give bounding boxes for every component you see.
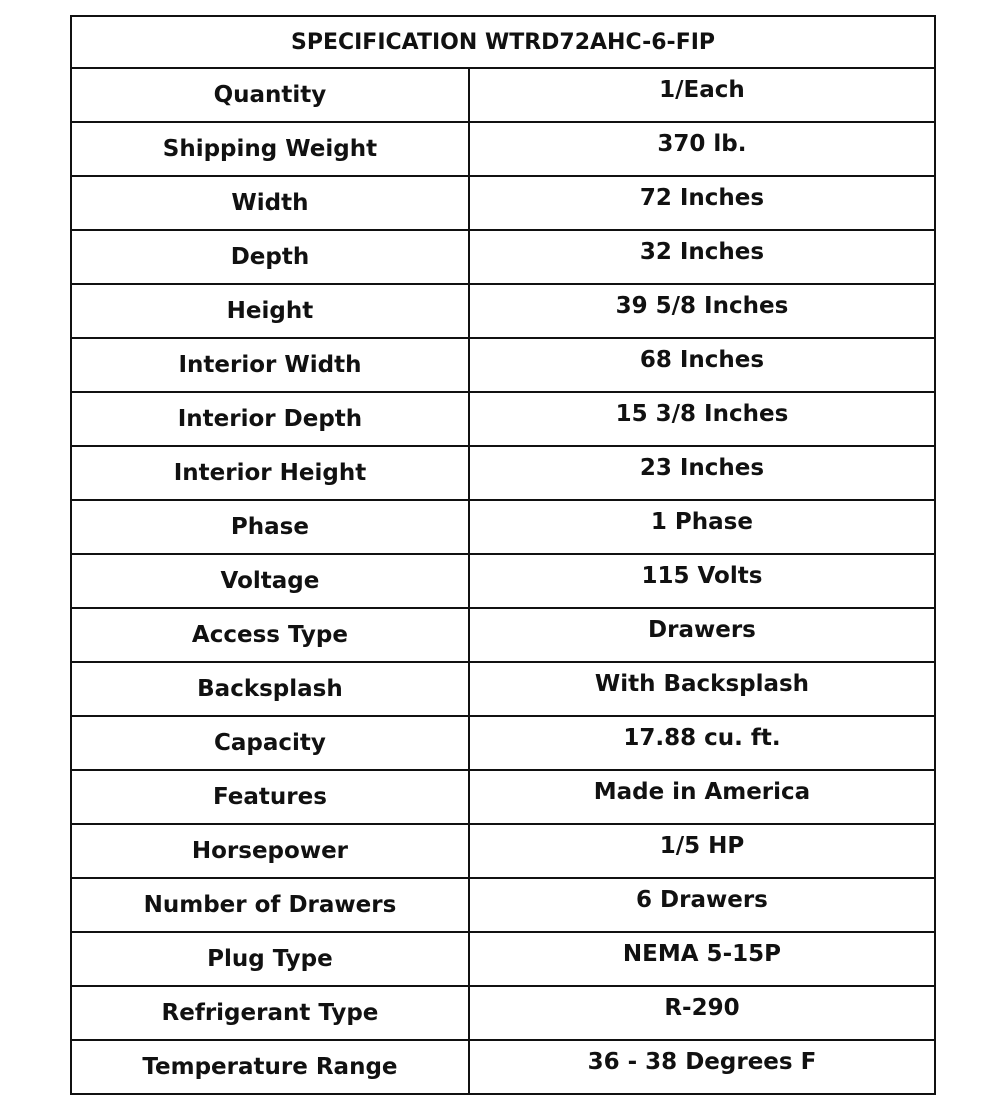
table-row <box>71 500 935 554</box>
spec-value: 6 Drawers <box>469 878 935 932</box>
spec-label: Interior Width <box>71 338 469 392</box>
spec-label: Plug Type <box>71 932 469 986</box>
table-row <box>71 932 935 986</box>
table-row <box>71 878 935 932</box>
spec-label: Interior Depth <box>71 392 469 446</box>
spec-value: R-290 <box>469 986 935 1040</box>
table-row <box>71 68 935 122</box>
spec-value: 23 Inches <box>469 446 935 500</box>
spec-value: Made in America <box>469 770 935 824</box>
table-title: SPECIFICATION WTRD72AHC-6-FIP <box>71 16 935 68</box>
table-row <box>71 770 935 824</box>
spec-label: Access Type <box>71 608 469 662</box>
table-row <box>71 554 935 608</box>
table-row <box>71 662 935 716</box>
table-row <box>71 1040 935 1094</box>
table-row <box>71 230 935 284</box>
spec-value: 15 3/8 Inches <box>469 392 935 446</box>
table-row <box>71 176 935 230</box>
spec-label: Width <box>71 176 469 230</box>
spec-label: Voltage <box>71 554 469 608</box>
spec-value: With Backsplash <box>469 662 935 716</box>
table-row <box>71 716 935 770</box>
table-header-row <box>71 16 935 68</box>
spec-value: 115 Volts <box>469 554 935 608</box>
spec-value: 1/5 HP <box>469 824 935 878</box>
spec-label: Horsepower <box>71 824 469 878</box>
table-row <box>71 284 935 338</box>
spec-value: 72 Inches <box>469 176 935 230</box>
spec-value: 68 Inches <box>469 338 935 392</box>
spec-value: Drawers <box>469 608 935 662</box>
spec-label: Number of Drawers <box>71 878 469 932</box>
spec-label: Temperature Range <box>71 1040 469 1094</box>
table-row <box>71 824 935 878</box>
table-row <box>71 338 935 392</box>
spec-label: Interior Height <box>71 446 469 500</box>
spec-label: Backsplash <box>71 662 469 716</box>
spec-label: Depth <box>71 230 469 284</box>
specification-table <box>70 15 936 1095</box>
spec-value: 1/Each <box>469 68 935 122</box>
spec-label: Refrigerant Type <box>71 986 469 1040</box>
table-row <box>71 392 935 446</box>
table-row <box>71 446 935 500</box>
spec-value: 36 - 38 Degrees F <box>469 1040 935 1094</box>
spec-value: 17.88 cu. ft. <box>469 716 935 770</box>
spec-value: 1 Phase <box>469 500 935 554</box>
spec-value: 32 Inches <box>469 230 935 284</box>
table-row <box>71 122 935 176</box>
table-row <box>71 986 935 1040</box>
spec-label: Phase <box>71 500 469 554</box>
spec-label: Quantity <box>71 68 469 122</box>
spec-label: Shipping Weight <box>71 122 469 176</box>
spec-value: NEMA 5-15P <box>469 932 935 986</box>
spec-label: Features <box>71 770 469 824</box>
spec-value: 370 lb. <box>469 122 935 176</box>
spec-label: Capacity <box>71 716 469 770</box>
spec-value: 39 5/8 Inches <box>469 284 935 338</box>
spec-label: Height <box>71 284 469 338</box>
table-row <box>71 608 935 662</box>
table-body <box>71 68 935 1094</box>
